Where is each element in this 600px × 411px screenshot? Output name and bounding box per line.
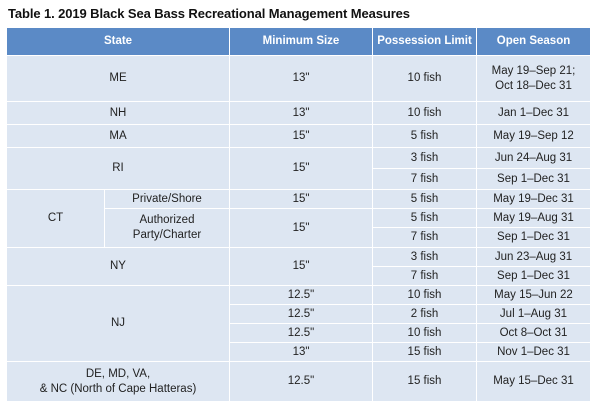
state-cell: NJ bbox=[7, 286, 230, 362]
possession-cell: 3 fish bbox=[373, 148, 477, 169]
season-cell: May 19–Sep 12 bbox=[477, 125, 591, 148]
table-row-ny bbox=[7, 248, 591, 267]
size-cell: 15" bbox=[230, 125, 373, 148]
season-cell: May 19–Aug 31 bbox=[477, 209, 591, 228]
size-cell: 12.5" bbox=[230, 324, 373, 343]
size-cell: 12.5" bbox=[230, 286, 373, 305]
management-measures-table bbox=[6, 27, 591, 402]
season-line: May 19–Sep 21; bbox=[491, 64, 576, 77]
size-cell: 15" bbox=[230, 148, 373, 190]
size-cell: 15" bbox=[230, 190, 373, 209]
sector-cell: Private/Shore bbox=[105, 190, 230, 209]
size-cell: 15" bbox=[230, 209, 373, 248]
table-row-de-md-va-nc bbox=[7, 362, 591, 402]
state-cell bbox=[7, 362, 230, 402]
header-open-season: Open Season bbox=[477, 28, 591, 56]
state-line: & NC (North of Cape Hatteras) bbox=[39, 382, 197, 395]
possession-cell: 7 fish bbox=[373, 267, 477, 286]
season-cell: May 15–Dec 31 bbox=[477, 362, 591, 402]
possession-cell: 5 fish bbox=[373, 190, 477, 209]
state-cell: RI bbox=[7, 148, 230, 190]
state-line: DE, MD, VA, bbox=[85, 367, 151, 380]
state-cell: NH bbox=[7, 102, 230, 125]
state-cell: NY bbox=[7, 248, 230, 286]
header-possession-limit: Possession Limit bbox=[373, 28, 477, 56]
possession-cell: 15 fish bbox=[373, 362, 477, 402]
possession-cell: 7 fish bbox=[373, 169, 477, 190]
state-cell: ME bbox=[7, 56, 230, 102]
sector-line: Authorized bbox=[139, 214, 195, 226]
season-cell: Jun 24–Aug 31 bbox=[477, 148, 591, 169]
state-cell: MA bbox=[7, 125, 230, 148]
possession-cell: 10 fish bbox=[373, 324, 477, 343]
header-state: State bbox=[7, 28, 230, 56]
season-cell: Sep 1–Dec 31 bbox=[477, 267, 591, 286]
table-row-me bbox=[7, 56, 591, 102]
table-row-nh bbox=[7, 102, 591, 125]
sector-line: Party/Charter bbox=[132, 229, 202, 241]
possession-cell: 10 fish bbox=[373, 102, 477, 125]
sector-cell bbox=[105, 209, 230, 248]
state-cell: CT bbox=[7, 190, 105, 248]
size-cell: 13" bbox=[230, 102, 373, 125]
possession-cell: 15 fish bbox=[373, 343, 477, 362]
season-cell: Nov 1–Dec 31 bbox=[477, 343, 591, 362]
possession-cell: 3 fish bbox=[373, 248, 477, 267]
season-cell: Sep 1–Dec 31 bbox=[477, 169, 591, 190]
season-cell: Jan 1–Dec 31 bbox=[477, 102, 591, 125]
size-cell: 15" bbox=[230, 248, 373, 286]
size-cell: 13" bbox=[230, 343, 373, 362]
table-row-ct-private bbox=[7, 190, 591, 209]
possession-cell: 5 fish bbox=[373, 125, 477, 148]
season-cell: Sep 1–Dec 31 bbox=[477, 228, 591, 248]
table-header-row bbox=[7, 28, 591, 56]
possession-cell: 10 fish bbox=[373, 56, 477, 102]
header-minimum-size: Minimum Size bbox=[230, 28, 373, 56]
size-cell: 12.5" bbox=[230, 305, 373, 324]
season-line: Oct 18–Dec 31 bbox=[495, 79, 572, 92]
size-cell: 12.5" bbox=[230, 362, 373, 402]
possession-cell: 2 fish bbox=[373, 305, 477, 324]
possession-cell: 5 fish bbox=[373, 209, 477, 228]
possession-cell: 7 fish bbox=[373, 228, 477, 248]
table-row-nj bbox=[7, 286, 591, 305]
table-row-ma bbox=[7, 125, 591, 148]
size-cell: 13" bbox=[230, 56, 373, 102]
table-row-ri bbox=[7, 148, 591, 169]
possession-cell: 10 fish bbox=[373, 286, 477, 305]
season-cell bbox=[477, 56, 591, 102]
season-cell: Jul 1–Aug 31 bbox=[477, 305, 591, 324]
season-cell: Oct 8–Oct 31 bbox=[477, 324, 591, 343]
season-cell: May 19–Dec 31 bbox=[477, 190, 591, 209]
season-cell: Jun 23–Aug 31 bbox=[477, 248, 591, 267]
season-cell: May 15–Jun 22 bbox=[477, 286, 591, 305]
table-title: Table 1. 2019 Black Sea Bass Recreational Management Measures bbox=[8, 6, 410, 21]
